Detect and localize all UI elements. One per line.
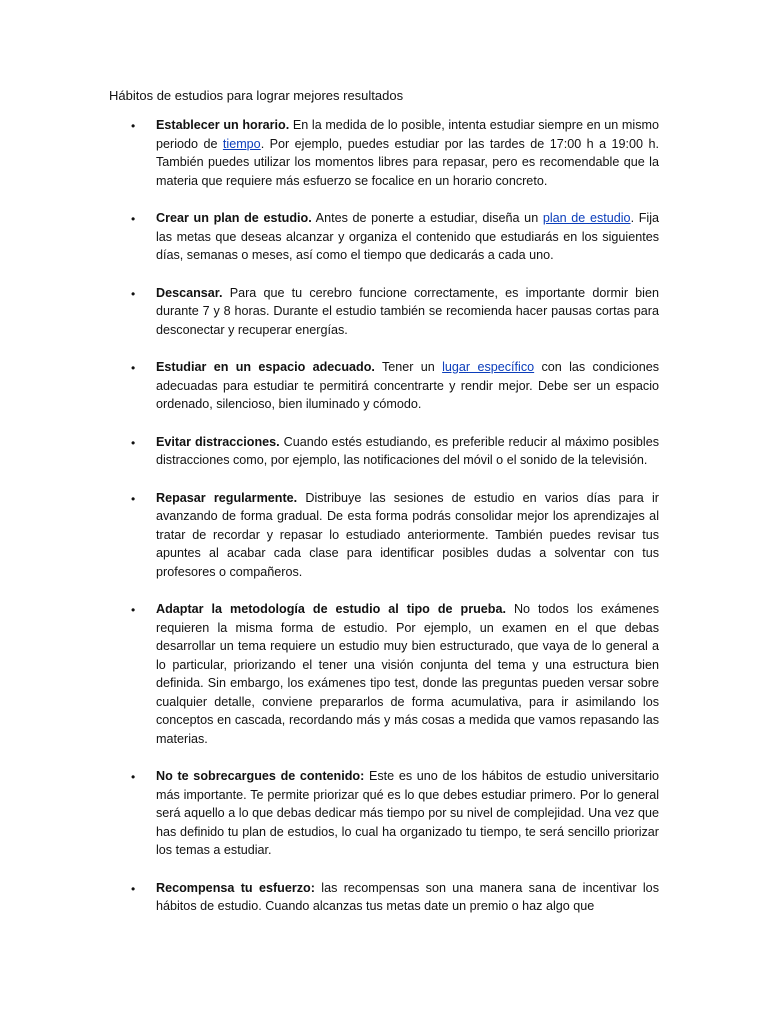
bullet-icon: • — [131, 881, 136, 896]
item-lead: Recompensa tu esfuerzo: — [156, 880, 315, 895]
item-text-a: las recompensas son una manera sana de incentivar los hábitos de estudio. Cuando alcanzas tus metas date un premio o haz algo que — [156, 880, 659, 913]
link-lugar-especifico[interactable]: lugar específico — [442, 360, 535, 374]
item-text-b: . Por ejemplo, puedes estudiar por las tardes de 17:00 h a 19:00 h. También puedes utilizar los momentos libres para repasar, pero es recomendable que la materia que requiere más esfuerzo se focalice en un horario concreto. — [156, 136, 659, 188]
item-lead: Estudiar en un espacio adecuado. — [156, 360, 375, 374]
list-item-text — [156, 767, 659, 860]
item-lead: Descansar. — [156, 285, 223, 300]
item-text-a: Distribuye las sesiones de estudio en varios días para ir avanzando de forma gradual. De esta forma podrás consolidar mejor los aprendizajes al tratar de recordar y repasar lo estudiado anteriormente. También puedes revisar tus apuntes al acabar cada clase para identificar posibles dudas a solventar con tus profesores o compañeros. — [156, 490, 659, 579]
item-text-a: Tener un — [374, 360, 443, 374]
list-item-text — [156, 116, 659, 190]
list-item — [109, 284, 659, 340]
bullet-icon: • — [131, 603, 136, 617]
link-tiempo[interactable]: tiempo — [222, 136, 261, 151]
list-item-text — [156, 209, 659, 265]
list-item-text — [156, 879, 659, 916]
item-lead: No te sobrecargues de contenido: — [156, 769, 365, 783]
item-text-a: Cuando estés estudiando, es preferible reducir al máximo posibles distracciones como, por ejemplo, las notificaciones del móvil o el sonido de la televisión. — [156, 434, 659, 467]
bullet-icon: • — [131, 491, 136, 506]
list-item — [109, 879, 659, 916]
item-text-a: Antes de ponerte a estudiar, diseña un — [311, 211, 543, 225]
list-item-text — [156, 600, 659, 748]
list-item-text — [156, 433, 659, 470]
list-item — [109, 433, 659, 470]
item-text-b: . Fija las metas que deseas alcanzar y organiza el contenido que estudiarás en los siguientes días, semanas o meses, así como el tiempo que dedicarás a cada uno. — [156, 211, 659, 262]
list-item-text — [156, 358, 659, 414]
item-lead: Establecer un horario. — [156, 118, 290, 132]
bullet-icon: • — [131, 435, 136, 450]
list-item-text — [156, 489, 659, 582]
item-text-b: con las condiciones adecuadas para estudiar te permitirá concentrarte y rendir mejor. Debe ser un espacio ordenado, silencioso, bien iluminado y cómodo. — [156, 360, 660, 411]
list-item-text — [156, 284, 659, 340]
item-text-a: Este es uno de los hábitos de estudio universitario más importante. Te permite priorizar qué es lo que debes estudiar primero. Por lo general será aquello a lo que debas dedicar más tiempo por su nivel de complejidad. Una vez que has definido tu plan de estudios, lo cual ha organizado tu tiempo, te será sencillo priorizar los temas a estudiar. — [156, 769, 660, 857]
document-title: Hábitos de estudios para lograr mejores resultados — [109, 88, 404, 103]
bullet-icon: • — [131, 212, 136, 226]
item-lead: Crear un plan de estudio. — [156, 211, 312, 225]
item-text-a: No todos los exámenes requieren la misma forma de estudio. Por ejemplo, un examen en el que debas desarrollar un tema requiere un estudio muy bien estructurado, que vaya de lo general a lo particular, priorizando el tener una visión conjunta del tema y una estructura bien definida. Sin embargo, los exámenes tipo test, donde las preguntas pueden versar sobre cualquier detalle, conviene prepararlos de forma acumulativa, para ir asimilando los conceptos en cascada, recordando más y más cosas a medida que vamos repasando las materias. — [156, 602, 659, 746]
list-item — [109, 600, 659, 748]
list-item — [109, 767, 659, 860]
item-text-a: Para que tu cerebro funcione correctamente, es importante dormir bien durante 7 y 8 horas. Durante el estudio también se recomienda hacer pausas cortas para desconectar y recuperar energías. — [156, 285, 659, 337]
item-lead: Repasar regularmente. — [156, 490, 298, 505]
item-lead: Adaptar la metodología de estudio al tipo de prueba. — [156, 602, 506, 616]
habits-list — [109, 116, 659, 935]
link-plan-de-estudio[interactable]: plan de estudio — [542, 211, 631, 225]
bullet-icon: • — [131, 770, 136, 784]
list-item — [109, 116, 659, 190]
list-item — [109, 209, 659, 265]
bullet-icon: • — [131, 361, 136, 375]
list-item — [109, 358, 659, 414]
item-text-a: En la medida de lo posible, intenta estudiar siempre en un mismo periodo de — [156, 118, 659, 151]
item-lead: Evitar distracciones. — [156, 434, 280, 449]
bullet-icon: • — [131, 286, 136, 301]
list-item — [109, 489, 659, 582]
bullet-icon: • — [131, 119, 136, 133]
